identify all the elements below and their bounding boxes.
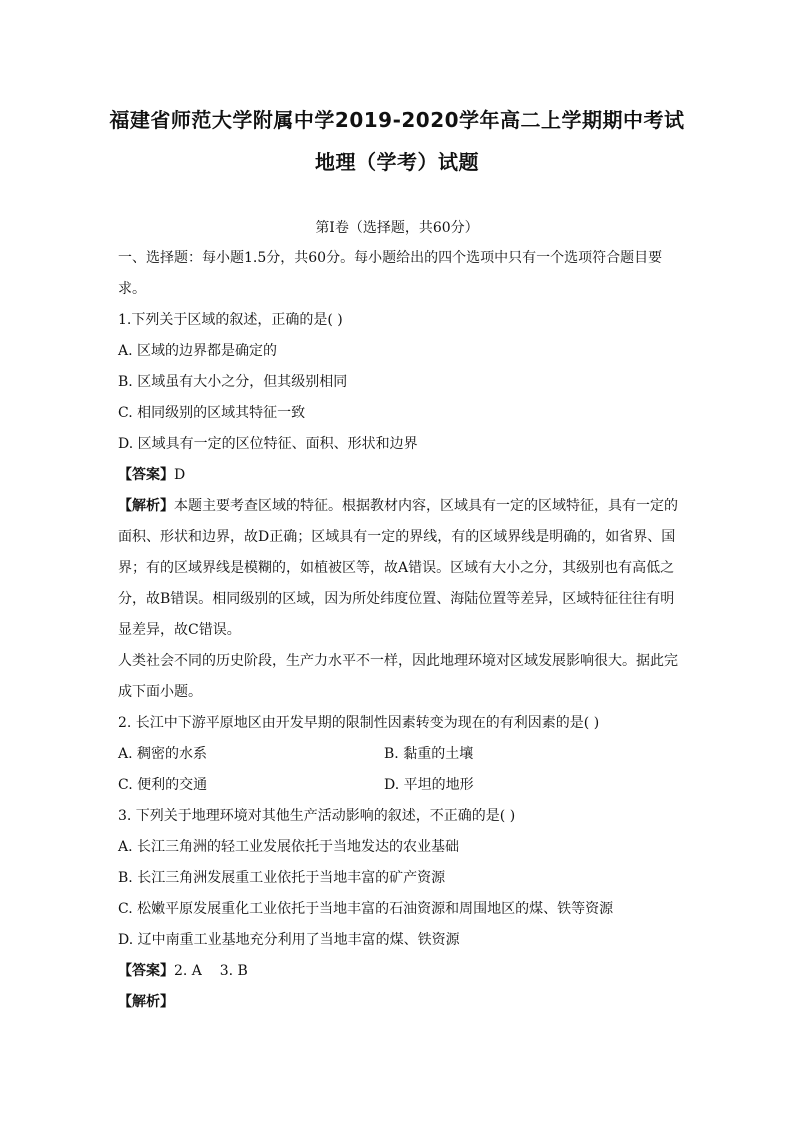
question-1-analysis xyxy=(118,496,678,516)
analysis-text: 本题主要考查区域的特征。根据教材内容，区域具有一定的区域特征，具有一定的 xyxy=(174,498,678,514)
context-text: 成下面小题。 xyxy=(118,684,202,700)
context-text: 人类社会不同的历史阶段，生产力水平不一样，因此地理环境对区域发展影响很大。据此完 xyxy=(118,653,678,669)
answer-label: 【答案】 xyxy=(118,963,174,979)
question-1-option-d: D. 区域具有一定的区位特征、面积、形状和边界 xyxy=(118,436,418,452)
answer-value: D xyxy=(174,467,186,483)
question-3-option-a: A. 长江三角洲的轻工业发展依托于当地发达的农业基础 xyxy=(118,839,460,855)
questions-2-3-answer xyxy=(118,961,248,981)
question-2-option-d: D. 平坦的地形 xyxy=(384,777,474,793)
question-3-stem: 3. 下列关于地理环境对其他生产活动影响的叙述，不正确的是( ) xyxy=(118,808,516,824)
analysis-text: 显差异，故C错误。 xyxy=(118,622,241,638)
answer-label: 【答案】 xyxy=(118,467,174,483)
question-1-option-b: B. 区域虽有大小之分，但其级别相同 xyxy=(118,374,348,390)
analysis-text: 界；有的区域界线是模糊的，如植被区等，故A错误。区域有大小之分，其级别也有高低之 xyxy=(118,560,675,576)
question-3-option-d: D. 辽中南重工业基地充分利用了当地丰富的煤、铁资源 xyxy=(118,932,460,948)
question-2-option-a: A. 稠密的水系 xyxy=(118,746,208,762)
question-1-option-c: C. 相同级别的区域其特征一致 xyxy=(118,405,306,421)
question-1-stem: 1.下列关于区域的叙述，正确的是( ) xyxy=(118,312,343,328)
question-1-answer xyxy=(118,465,185,485)
document-title: 福建省师范大学附属中学2019-2020学年高二上学期期中考试 xyxy=(109,108,685,132)
analysis-label: 【解析】 xyxy=(118,498,174,514)
questions-2-3-analysis-label: 【解析】 xyxy=(118,994,174,1010)
question-3-option-c: C. 松嫩平原发展重化工业依托于当地丰富的石油资源和周围地区的煤、铁等资源 xyxy=(118,901,614,917)
section-header: 第Ⅰ卷（选择题，共60分） xyxy=(315,220,479,236)
analysis-text: 面积、形状和边界，故D正确；区域具有一定的界线，有的区域界线是明确的，如省界、国 xyxy=(118,529,676,545)
document-subtitle: 地理（学考）试题 xyxy=(315,150,479,174)
question-1-option-a: A. 区域的边界都是确定的 xyxy=(118,343,278,359)
answer-value: 2. A 3. B xyxy=(174,963,248,979)
question-2-option-b: B. 黏重的土壤 xyxy=(384,746,474,762)
question-2-option-c: C. 便利的交通 xyxy=(118,777,208,793)
question-3-option-b: B. 长江三角洲发展重工业依托于当地丰富的矿产资源 xyxy=(118,870,446,886)
analysis-text: 分，故B错误。相同级别的区域，因为所处纬度位置、海陆位置等差异，区域特征往往有明 xyxy=(118,591,675,607)
question-2-stem: 2. 长江中下游平原地区由开发早期的限制性因素转变为现在的有利因素的是( ) xyxy=(118,715,600,731)
instruction-line: 求。 xyxy=(118,281,146,297)
instruction-line: 一、选择题：每小题1.5分，共60分。每小题给出的四个选项中只有一个选项符合题目要 xyxy=(118,250,663,266)
